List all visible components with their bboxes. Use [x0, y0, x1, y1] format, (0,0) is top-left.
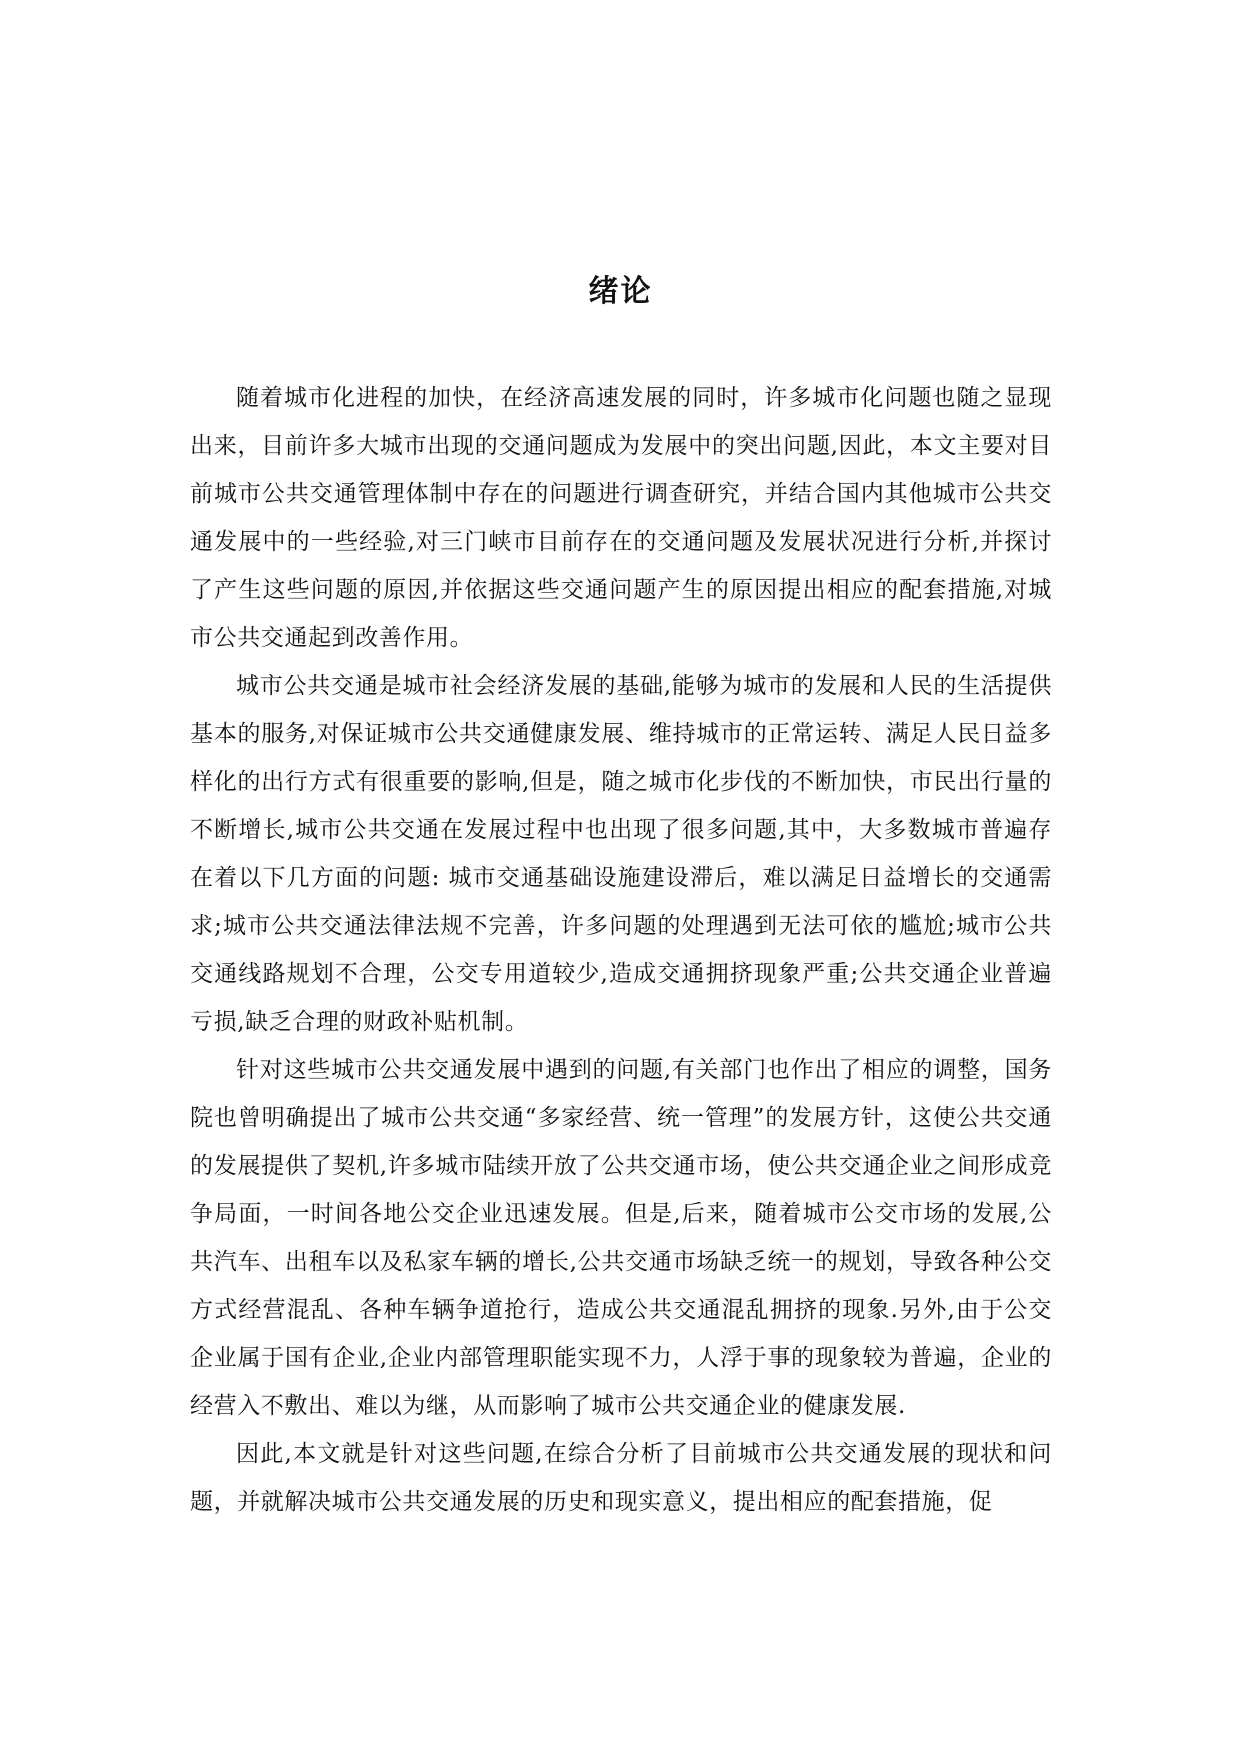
- paragraph-3: 针对这些城市公共交通发展中遇到的问题,有关部门也作出了相应的调整，国务院也曾明确提出了城市公共交通“多家经营、统一管理”的发展方针，这使公共交通的发展提供了契机,许多城市陆续开放了公共交通市场，使公共交通企业之间形成竞争局面，一时间各地公交企业迅速发展。但是,后来，随着城市公交市场的发展,公共汽车、出租车以及私家车辆的增长,公共交通市场缺乏统一的规划，导致各种公交方式经营混乱、各种车辆争道抢行，造成公共交通混乱拥挤的现象.另外,由于公交企业属于国有企业,企业内部管理职能实现不力，人浮于事的现象较为普遍，企业的经营入不敷出、难以为继，从而影响了城市公共交通企业的健康发展.: [190, 1057, 1052, 1419]
- page-title: 绪论: [588, 274, 653, 310]
- paragraph-4: 因此,本文就是针对这些问题,在综合分析了目前城市公共交通发展的现状和问题，并就解决城市公共交通发展的历史和现实意义，提出相应的配套措施，促: [190, 1441, 1052, 1515]
- paragraph-1: 随着城市化进程的加快，在经济高速发展的同时，许多城市化问题也随之显现出来，目前许多大城市出现的交通问题成为发展中的突出问题,因此，本文主要对目前城市公共交通管理体制中存在的问题进行调查研究，并结合国内其他城市公共交通发展中的一些经验,对三门峡市目前存在的交通问题及发展状况进行分析,并探讨了产生这些问题的原因,并依据这些交通问题产生的原因提出相应的配套措施,对城市公共交通起到改善作用。: [190, 385, 1052, 651]
- paragraph-2: 城市公共交通是城市社会经济发展的基础,能够为城市的发展和人民的生活提供基本的服务,对保证城市公共交通健康发展、维持城市的正常运转、满足人民日益多样化的出行方式有很重要的影响,但是，随之城市化步伐的不断加快，市民出行量的不断增长,城市公共交通在发展过程中也出现了很多问题,其中，大多数城市普遍存在着以下几方面的问题: 城市交通基础设施建设滞后，难以满足日益增长的交通需求;城市公共交通法律法规不完善，许多问题的处理遇到无法可依的尴尬;城市公共交通线路规划不合理，公交专用道较少,造成交通拥挤现象严重;公共交通企业普遍亏损,缺乏合理的财政补贴机制。: [190, 673, 1052, 1035]
- body-text: [190, 374, 1052, 1526]
